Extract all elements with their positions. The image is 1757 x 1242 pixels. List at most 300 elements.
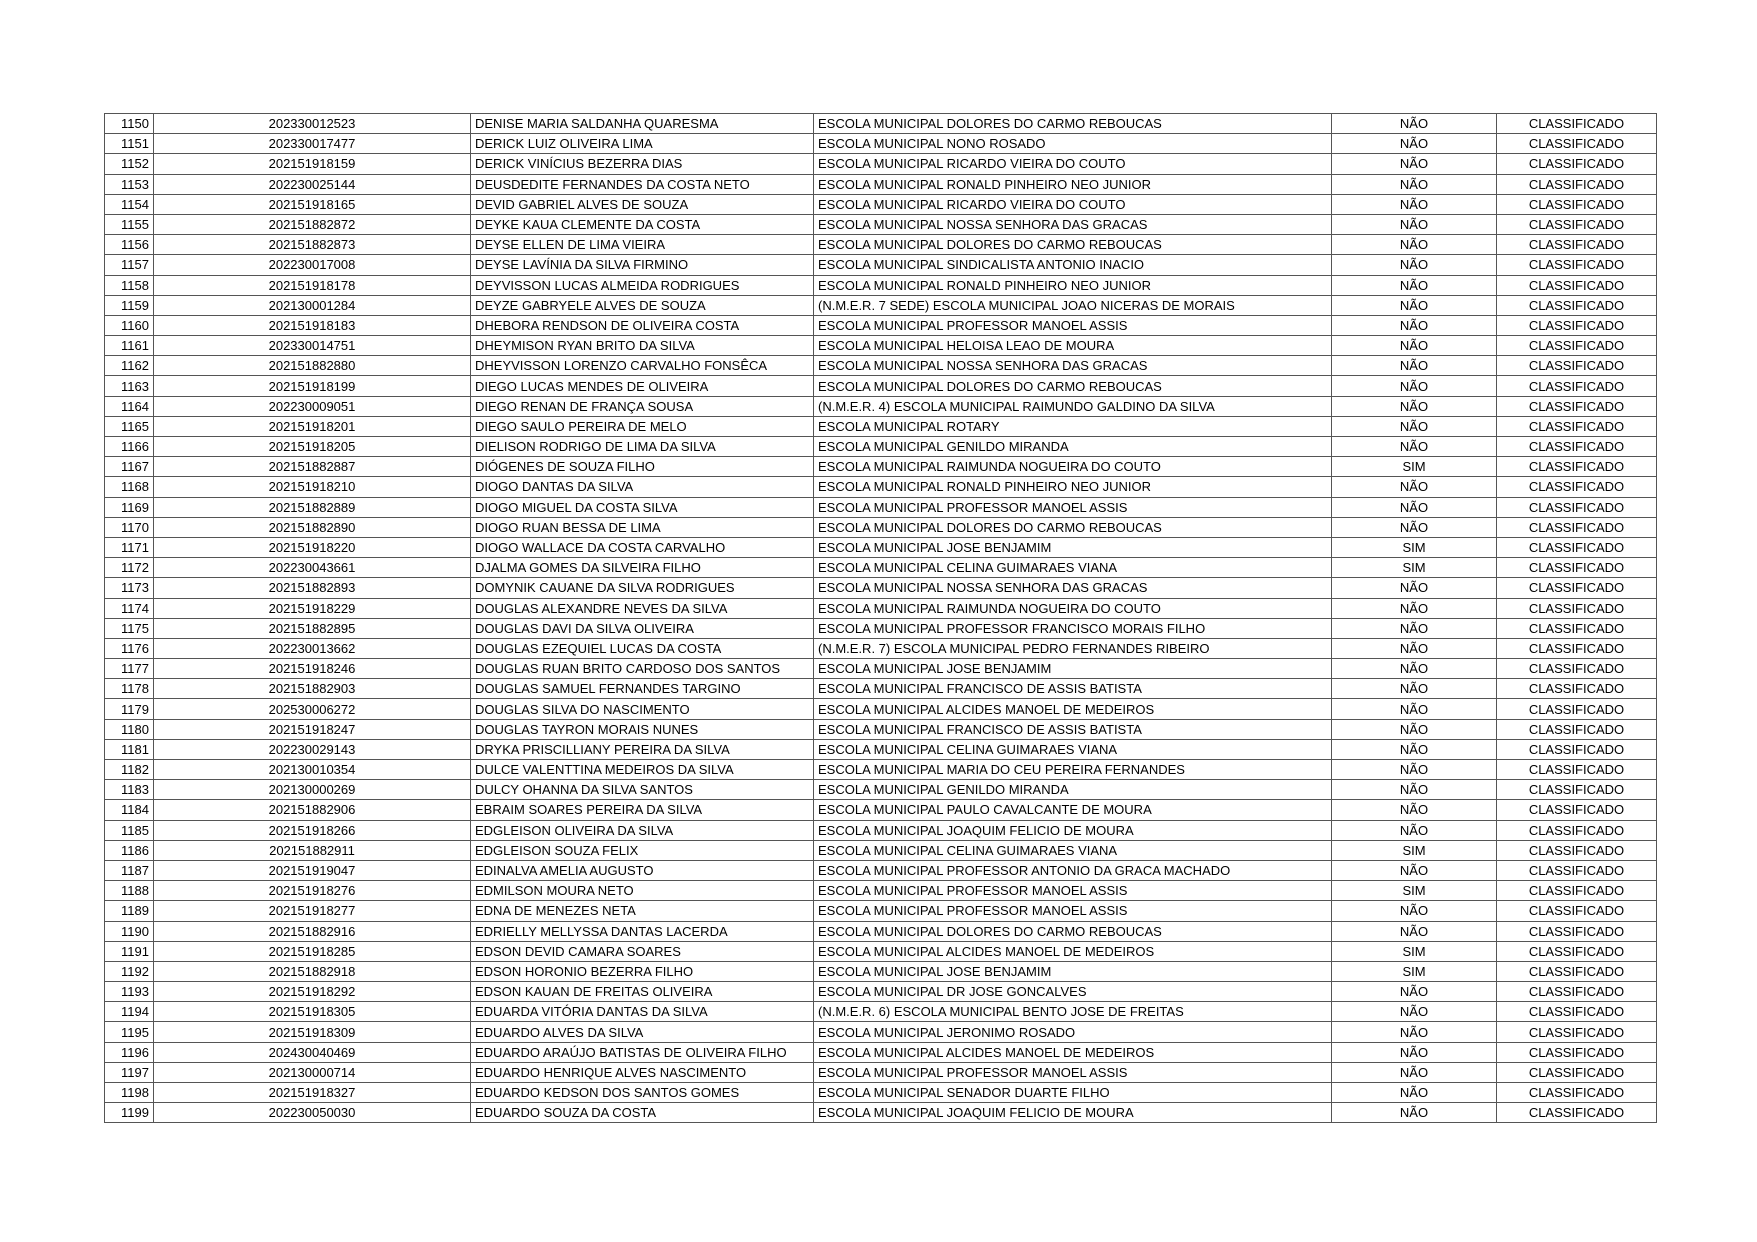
special-needs-flag: NÃO bbox=[1332, 578, 1497, 598]
school-name: ESCOLA MUNICIPAL SENADOR DUARTE FILHO bbox=[814, 1083, 1332, 1103]
school-name: ESCOLA MUNICIPAL JOAQUIM FELICIO DE MOURA bbox=[814, 820, 1332, 840]
student-name: DULCE VALENTTINA MEDEIROS DA SILVA bbox=[471, 760, 814, 780]
registration-code: 202151918178 bbox=[154, 275, 471, 295]
school-name: ESCOLA MUNICIPAL SINDICALISTA ANTONIO INACIO bbox=[814, 255, 1332, 275]
special-needs-flag: NÃO bbox=[1332, 699, 1497, 719]
registration-code: 202230043661 bbox=[154, 558, 471, 578]
school-name: ESCOLA MUNICIPAL GENILDO MIRANDA bbox=[814, 437, 1332, 457]
status-label: CLASSIFICADO bbox=[1497, 457, 1657, 477]
status-label: CLASSIFICADO bbox=[1497, 578, 1657, 598]
school-name: ESCOLA MUNICIPAL DOLORES DO CARMO REBOUCAS bbox=[814, 114, 1332, 134]
row-number: 1164 bbox=[105, 396, 154, 416]
table-row bbox=[105, 1042, 1657, 1062]
table-row bbox=[105, 638, 1657, 658]
row-number: 1187 bbox=[105, 860, 154, 880]
status-label: CLASSIFICADO bbox=[1497, 1083, 1657, 1103]
row-number: 1163 bbox=[105, 376, 154, 396]
student-name: DOUGLAS EZEQUIEL LUCAS DA COSTA bbox=[471, 638, 814, 658]
special-needs-flag: NÃO bbox=[1332, 780, 1497, 800]
school-name: ESCOLA MUNICIPAL JOSE BENJAMIM bbox=[814, 961, 1332, 981]
table-row bbox=[105, 558, 1657, 578]
student-name: DHEBORA RENDSON DE OLIVEIRA COSTA bbox=[471, 315, 814, 335]
student-name: EDRIELLY MELLYSSA DANTAS LACERDA bbox=[471, 921, 814, 941]
school-name: ESCOLA MUNICIPAL RONALD PINHEIRO NEO JUNIOR bbox=[814, 275, 1332, 295]
student-name: EDGLEISON SOUZA FELIX bbox=[471, 840, 814, 860]
row-number: 1161 bbox=[105, 336, 154, 356]
status-label: CLASSIFICADO bbox=[1497, 1022, 1657, 1042]
school-name: ESCOLA MUNICIPAL ALCIDES MANOEL DE MEDEIROS bbox=[814, 699, 1332, 719]
status-label: CLASSIFICADO bbox=[1497, 1062, 1657, 1082]
school-name: ESCOLA MUNICIPAL PROFESSOR FRANCISCO MORAIS FILHO bbox=[814, 618, 1332, 638]
special-needs-flag: NÃO bbox=[1332, 1062, 1497, 1082]
row-number: 1194 bbox=[105, 1002, 154, 1022]
status-label: CLASSIFICADO bbox=[1497, 497, 1657, 517]
row-number: 1180 bbox=[105, 719, 154, 739]
row-number: 1193 bbox=[105, 982, 154, 1002]
school-name: ESCOLA MUNICIPAL PROFESSOR MANOEL ASSIS bbox=[814, 497, 1332, 517]
special-needs-flag: NÃO bbox=[1332, 1103, 1497, 1123]
registration-code: 202151882887 bbox=[154, 457, 471, 477]
special-needs-flag: NÃO bbox=[1332, 275, 1497, 295]
row-number: 1198 bbox=[105, 1083, 154, 1103]
table-row bbox=[105, 739, 1657, 759]
table-row bbox=[105, 982, 1657, 1002]
table-row bbox=[105, 497, 1657, 517]
status-label: CLASSIFICADO bbox=[1497, 901, 1657, 921]
row-number: 1171 bbox=[105, 537, 154, 557]
registration-code: 202151882889 bbox=[154, 497, 471, 517]
registration-code: 202151918292 bbox=[154, 982, 471, 1002]
registration-code: 202330012523 bbox=[154, 114, 471, 134]
special-needs-flag: NÃO bbox=[1332, 356, 1497, 376]
row-number: 1173 bbox=[105, 578, 154, 598]
table-row bbox=[105, 699, 1657, 719]
student-name: DIEGO LUCAS MENDES DE OLIVEIRA bbox=[471, 376, 814, 396]
status-label: CLASSIFICADO bbox=[1497, 961, 1657, 981]
school-name: ESCOLA MUNICIPAL DR JOSE GONCALVES bbox=[814, 982, 1332, 1002]
student-name: DEUSDEDITE FERNANDES DA COSTA NETO bbox=[471, 174, 814, 194]
school-name: ESCOLA MUNICIPAL NOSSA SENHORA DAS GRACAS bbox=[814, 578, 1332, 598]
student-name: EDINALVA AMELIA AUGUSTO bbox=[471, 860, 814, 880]
school-name: ESCOLA MUNICIPAL JERONIMO ROSADO bbox=[814, 1022, 1332, 1042]
status-label: CLASSIFICADO bbox=[1497, 416, 1657, 436]
special-needs-flag: NÃO bbox=[1332, 396, 1497, 416]
row-number: 1160 bbox=[105, 315, 154, 335]
school-name: ESCOLA MUNICIPAL ALCIDES MANOEL DE MEDEIROS bbox=[814, 941, 1332, 961]
row-number: 1186 bbox=[105, 840, 154, 860]
registration-code: 202151882916 bbox=[154, 921, 471, 941]
special-needs-flag: NÃO bbox=[1332, 154, 1497, 174]
table-body bbox=[105, 114, 1657, 1123]
row-number: 1158 bbox=[105, 275, 154, 295]
school-name: ESCOLA MUNICIPAL PAULO CAVALCANTE DE MOURA bbox=[814, 800, 1332, 820]
registration-code: 202330017477 bbox=[154, 134, 471, 154]
status-label: CLASSIFICADO bbox=[1497, 679, 1657, 699]
student-name: DERICK LUIZ OLIVEIRA LIMA bbox=[471, 134, 814, 154]
special-needs-flag: NÃO bbox=[1332, 295, 1497, 315]
row-number: 1162 bbox=[105, 356, 154, 376]
registration-code: 202151918327 bbox=[154, 1083, 471, 1103]
row-number: 1197 bbox=[105, 1062, 154, 1082]
registration-code: 202151918159 bbox=[154, 154, 471, 174]
row-number: 1165 bbox=[105, 416, 154, 436]
registration-code: 202151918246 bbox=[154, 659, 471, 679]
row-number: 1199 bbox=[105, 1103, 154, 1123]
registration-code: 202230050030 bbox=[154, 1103, 471, 1123]
special-needs-flag: SIM bbox=[1332, 537, 1497, 557]
school-name: (N.M.E.R. 7) ESCOLA MUNICIPAL PEDRO FERNANDES RIBEIRO bbox=[814, 638, 1332, 658]
special-needs-flag: NÃO bbox=[1332, 497, 1497, 517]
registration-code: 202151882890 bbox=[154, 517, 471, 537]
status-label: CLASSIFICADO bbox=[1497, 396, 1657, 416]
table-row bbox=[105, 921, 1657, 941]
student-name: EDSON KAUAN DE FREITAS OLIVEIRA bbox=[471, 982, 814, 1002]
school-name: ESCOLA MUNICIPAL JOSE BENJAMIM bbox=[814, 537, 1332, 557]
row-number: 1169 bbox=[105, 497, 154, 517]
row-number: 1184 bbox=[105, 800, 154, 820]
status-label: CLASSIFICADO bbox=[1497, 275, 1657, 295]
status-label: CLASSIFICADO bbox=[1497, 235, 1657, 255]
status-label: CLASSIFICADO bbox=[1497, 820, 1657, 840]
row-number: 1188 bbox=[105, 881, 154, 901]
table-row bbox=[105, 901, 1657, 921]
special-needs-flag: NÃO bbox=[1332, 901, 1497, 921]
special-needs-flag: NÃO bbox=[1332, 820, 1497, 840]
student-name: EDUARDO ARAÚJO BATISTAS DE OLIVEIRA FILHO bbox=[471, 1042, 814, 1062]
school-name: ESCOLA MUNICIPAL GENILDO MIRANDA bbox=[814, 780, 1332, 800]
special-needs-flag: NÃO bbox=[1332, 194, 1497, 214]
special-needs-flag: NÃO bbox=[1332, 114, 1497, 134]
student-name: EDGLEISON OLIVEIRA DA SILVA bbox=[471, 820, 814, 840]
status-label: CLASSIFICADO bbox=[1497, 659, 1657, 679]
school-name: ESCOLA MUNICIPAL RAIMUNDA NOGUEIRA DO COUTO bbox=[814, 598, 1332, 618]
row-number: 1174 bbox=[105, 598, 154, 618]
registration-code: 202151882903 bbox=[154, 679, 471, 699]
special-needs-flag: NÃO bbox=[1332, 1042, 1497, 1062]
special-needs-flag: NÃO bbox=[1332, 1022, 1497, 1042]
school-name: ESCOLA MUNICIPAL PROFESSOR ANTONIO DA GRACA MACHADO bbox=[814, 860, 1332, 880]
special-needs-flag: NÃO bbox=[1332, 315, 1497, 335]
table-row bbox=[105, 800, 1657, 820]
table-row bbox=[105, 1022, 1657, 1042]
table-row bbox=[105, 275, 1657, 295]
row-number: 1189 bbox=[105, 901, 154, 921]
table-row bbox=[105, 477, 1657, 497]
table-row bbox=[105, 255, 1657, 275]
table-row bbox=[105, 941, 1657, 961]
student-name: DEYVISSON LUCAS ALMEIDA RODRIGUES bbox=[471, 275, 814, 295]
status-label: CLASSIFICADO bbox=[1497, 719, 1657, 739]
status-label: CLASSIFICADO bbox=[1497, 618, 1657, 638]
table-row bbox=[105, 396, 1657, 416]
registration-code: 202130000269 bbox=[154, 780, 471, 800]
registration-code: 202151882911 bbox=[154, 840, 471, 860]
special-needs-flag: SIM bbox=[1332, 941, 1497, 961]
special-needs-flag: NÃO bbox=[1332, 800, 1497, 820]
registration-code: 202230025144 bbox=[154, 174, 471, 194]
table-row bbox=[105, 376, 1657, 396]
special-needs-flag: SIM bbox=[1332, 558, 1497, 578]
table-row bbox=[105, 114, 1657, 134]
student-name: DOUGLAS RUAN BRITO CARDOSO DOS SANTOS bbox=[471, 659, 814, 679]
special-needs-flag: SIM bbox=[1332, 457, 1497, 477]
student-name: DIOGO DANTAS DA SILVA bbox=[471, 477, 814, 497]
table-row bbox=[105, 598, 1657, 618]
row-number: 1170 bbox=[105, 517, 154, 537]
status-label: CLASSIFICADO bbox=[1497, 840, 1657, 860]
student-name: DIOGO RUAN BESSA DE LIMA bbox=[471, 517, 814, 537]
status-label: CLASSIFICADO bbox=[1497, 739, 1657, 759]
status-label: CLASSIFICADO bbox=[1497, 537, 1657, 557]
student-name: EDUARDO HENRIQUE ALVES NASCIMENTO bbox=[471, 1062, 814, 1082]
student-name: EDSON DEVID CAMARA SOARES bbox=[471, 941, 814, 961]
student-name: DOUGLAS ALEXANDRE NEVES DA SILVA bbox=[471, 598, 814, 618]
table-row bbox=[105, 194, 1657, 214]
school-name: ESCOLA MUNICIPAL CELINA GUIMARAES VIANA bbox=[814, 739, 1332, 759]
student-name: DEYZE GABRYELE ALVES DE SOUZA bbox=[471, 295, 814, 315]
row-number: 1190 bbox=[105, 921, 154, 941]
special-needs-flag: NÃO bbox=[1332, 1083, 1497, 1103]
school-name: ESCOLA MUNICIPAL HELOISA LEAO DE MOURA bbox=[814, 336, 1332, 356]
student-name: DEVID GABRIEL ALVES DE SOUZA bbox=[471, 194, 814, 214]
special-needs-flag: NÃO bbox=[1332, 638, 1497, 658]
table-row bbox=[105, 760, 1657, 780]
registration-code: 202130010354 bbox=[154, 760, 471, 780]
school-name: ESCOLA MUNICIPAL NONO ROSADO bbox=[814, 134, 1332, 154]
student-name: DULCY OHANNA DA SILVA SANTOS bbox=[471, 780, 814, 800]
status-label: CLASSIFICADO bbox=[1497, 1103, 1657, 1123]
school-name: ESCOLA MUNICIPAL NOSSA SENHORA DAS GRACAS bbox=[814, 356, 1332, 376]
registration-code: 202230013662 bbox=[154, 638, 471, 658]
status-label: CLASSIFICADO bbox=[1497, 336, 1657, 356]
status-label: CLASSIFICADO bbox=[1497, 982, 1657, 1002]
status-label: CLASSIFICADO bbox=[1497, 295, 1657, 315]
status-label: CLASSIFICADO bbox=[1497, 760, 1657, 780]
status-label: CLASSIFICADO bbox=[1497, 780, 1657, 800]
school-name: ESCOLA MUNICIPAL RICARDO VIEIRA DO COUTO bbox=[814, 194, 1332, 214]
status-label: CLASSIFICADO bbox=[1497, 558, 1657, 578]
school-name: (N.M.E.R. 4) ESCOLA MUNICIPAL RAIMUNDO GALDINO DA SILVA bbox=[814, 396, 1332, 416]
status-label: CLASSIFICADO bbox=[1497, 598, 1657, 618]
table-row bbox=[105, 315, 1657, 335]
student-name: DHEYMISON RYAN BRITO DA SILVA bbox=[471, 336, 814, 356]
row-number: 1167 bbox=[105, 457, 154, 477]
row-number: 1175 bbox=[105, 618, 154, 638]
school-name: ESCOLA MUNICIPAL RONALD PINHEIRO NEO JUNIOR bbox=[814, 477, 1332, 497]
school-name: ESCOLA MUNICIPAL DOLORES DO CARMO REBOUCAS bbox=[814, 376, 1332, 396]
registration-code: 202430040469 bbox=[154, 1042, 471, 1062]
student-name: DIEGO SAULO PEREIRA DE MELO bbox=[471, 416, 814, 436]
row-number: 1196 bbox=[105, 1042, 154, 1062]
special-needs-flag: NÃO bbox=[1332, 376, 1497, 396]
student-name: DOMYNIK CAUANE DA SILVA RODRIGUES bbox=[471, 578, 814, 598]
school-name: ESCOLA MUNICIPAL RONALD PINHEIRO NEO JUNIOR bbox=[814, 174, 1332, 194]
student-name: DOUGLAS SILVA DO NASCIMENTO bbox=[471, 699, 814, 719]
school-name: ESCOLA MUNICIPAL RAIMUNDA NOGUEIRA DO COUTO bbox=[814, 457, 1332, 477]
status-label: CLASSIFICADO bbox=[1497, 194, 1657, 214]
registration-code: 202230009051 bbox=[154, 396, 471, 416]
special-needs-flag: NÃO bbox=[1332, 477, 1497, 497]
status-label: CLASSIFICADO bbox=[1497, 154, 1657, 174]
school-name: ESCOLA MUNICIPAL PROFESSOR MANOEL ASSIS bbox=[814, 901, 1332, 921]
special-needs-flag: NÃO bbox=[1332, 214, 1497, 234]
registration-code: 202151918205 bbox=[154, 437, 471, 457]
student-name: EDUARDO KEDSON DOS SANTOS GOMES bbox=[471, 1083, 814, 1103]
table-row bbox=[105, 295, 1657, 315]
table-row bbox=[105, 154, 1657, 174]
row-number: 1185 bbox=[105, 820, 154, 840]
table-row bbox=[105, 961, 1657, 981]
table-row bbox=[105, 860, 1657, 880]
registration-code: 202151882895 bbox=[154, 618, 471, 638]
registration-code: 202151918210 bbox=[154, 477, 471, 497]
row-number: 1176 bbox=[105, 638, 154, 658]
table-row bbox=[105, 780, 1657, 800]
student-name: DHEYVISSON LORENZO CARVALHO FONSÊCA bbox=[471, 356, 814, 376]
school-name: ESCOLA MUNICIPAL DOLORES DO CARMO REBOUCAS bbox=[814, 235, 1332, 255]
status-label: CLASSIFICADO bbox=[1497, 699, 1657, 719]
special-needs-flag: NÃO bbox=[1332, 517, 1497, 537]
table-row bbox=[105, 1002, 1657, 1022]
school-name: ESCOLA MUNICIPAL JOAQUIM FELICIO DE MOURA bbox=[814, 1103, 1332, 1123]
table-row bbox=[105, 336, 1657, 356]
school-name: (N.M.E.R. 6) ESCOLA MUNICIPAL BENTO JOSE DE FREITAS bbox=[814, 1002, 1332, 1022]
status-label: CLASSIFICADO bbox=[1497, 356, 1657, 376]
special-needs-flag: NÃO bbox=[1332, 174, 1497, 194]
special-needs-flag: SIM bbox=[1332, 881, 1497, 901]
special-needs-flag: NÃO bbox=[1332, 255, 1497, 275]
registration-code: 202151918165 bbox=[154, 194, 471, 214]
special-needs-flag: NÃO bbox=[1332, 739, 1497, 759]
table-row bbox=[105, 1103, 1657, 1123]
status-label: CLASSIFICADO bbox=[1497, 437, 1657, 457]
student-name: EDMILSON MOURA NETO bbox=[471, 881, 814, 901]
registration-code: 202151918309 bbox=[154, 1022, 471, 1042]
table-row bbox=[105, 1083, 1657, 1103]
registration-code: 202151882893 bbox=[154, 578, 471, 598]
special-needs-flag: NÃO bbox=[1332, 235, 1497, 255]
table-row bbox=[105, 1062, 1657, 1082]
row-number: 1155 bbox=[105, 214, 154, 234]
school-name: ESCOLA MUNICIPAL CELINA GUIMARAES VIANA bbox=[814, 558, 1332, 578]
registration-code: 202130000714 bbox=[154, 1062, 471, 1082]
table-row bbox=[105, 820, 1657, 840]
special-needs-flag: NÃO bbox=[1332, 659, 1497, 679]
row-number: 1195 bbox=[105, 1022, 154, 1042]
student-name: DRYKA PRISCILLIANY PEREIRA DA SILVA bbox=[471, 739, 814, 759]
special-needs-flag: NÃO bbox=[1332, 921, 1497, 941]
school-name: ESCOLA MUNICIPAL CELINA GUIMARAES VIANA bbox=[814, 840, 1332, 860]
status-label: CLASSIFICADO bbox=[1497, 881, 1657, 901]
table-row bbox=[105, 840, 1657, 860]
special-needs-flag: NÃO bbox=[1332, 679, 1497, 699]
school-name: ESCOLA MUNICIPAL PROFESSOR MANOEL ASSIS bbox=[814, 315, 1332, 335]
row-number: 1181 bbox=[105, 739, 154, 759]
table-row bbox=[105, 174, 1657, 194]
special-needs-flag: NÃO bbox=[1332, 437, 1497, 457]
table-row bbox=[105, 618, 1657, 638]
school-name: ESCOLA MUNICIPAL NOSSA SENHORA DAS GRACAS bbox=[814, 214, 1332, 234]
special-needs-flag: NÃO bbox=[1332, 134, 1497, 154]
student-name: DEYSE ELLEN DE LIMA VIEIRA bbox=[471, 235, 814, 255]
student-name: EBRAIM SOARES PEREIRA DA SILVA bbox=[471, 800, 814, 820]
student-name: DOUGLAS SAMUEL FERNANDES TARGINO bbox=[471, 679, 814, 699]
row-number: 1154 bbox=[105, 194, 154, 214]
status-label: CLASSIFICADO bbox=[1497, 315, 1657, 335]
table-row bbox=[105, 214, 1657, 234]
status-label: CLASSIFICADO bbox=[1497, 921, 1657, 941]
row-number: 1166 bbox=[105, 437, 154, 457]
table-row bbox=[105, 659, 1657, 679]
table-row bbox=[105, 457, 1657, 477]
school-name: ESCOLA MUNICIPAL JOSE BENJAMIM bbox=[814, 659, 1332, 679]
registration-code: 202151882880 bbox=[154, 356, 471, 376]
special-needs-flag: NÃO bbox=[1332, 416, 1497, 436]
registration-code: 202151918220 bbox=[154, 537, 471, 557]
row-number: 1177 bbox=[105, 659, 154, 679]
status-label: CLASSIFICADO bbox=[1497, 214, 1657, 234]
student-name: DIOGO WALLACE DA COSTA CARVALHO bbox=[471, 537, 814, 557]
classification-table bbox=[104, 113, 1657, 1123]
registration-code: 202151918247 bbox=[154, 719, 471, 739]
special-needs-flag: NÃO bbox=[1332, 618, 1497, 638]
school-name: ESCOLA MUNICIPAL PROFESSOR MANOEL ASSIS bbox=[814, 881, 1332, 901]
row-number: 1152 bbox=[105, 154, 154, 174]
table-row bbox=[105, 134, 1657, 154]
table-row bbox=[105, 537, 1657, 557]
school-name: ESCOLA MUNICIPAL FRANCISCO DE ASSIS BATISTA bbox=[814, 719, 1332, 739]
registration-code: 202151918266 bbox=[154, 820, 471, 840]
table-row bbox=[105, 679, 1657, 699]
status-label: CLASSIFICADO bbox=[1497, 114, 1657, 134]
school-name: ESCOLA MUNICIPAL DOLORES DO CARMO REBOUCAS bbox=[814, 921, 1332, 941]
school-name: ESCOLA MUNICIPAL PROFESSOR MANOEL ASSIS bbox=[814, 1062, 1332, 1082]
status-label: CLASSIFICADO bbox=[1497, 638, 1657, 658]
student-name: DEYKE KAUA CLEMENTE DA COSTA bbox=[471, 214, 814, 234]
registration-code: 202151918285 bbox=[154, 941, 471, 961]
status-label: CLASSIFICADO bbox=[1497, 1002, 1657, 1022]
row-number: 1153 bbox=[105, 174, 154, 194]
school-name: (N.M.E.R. 7 SEDE) ESCOLA MUNICIPAL JOAO NICERAS DE MORAIS bbox=[814, 295, 1332, 315]
student-name: DIEGO RENAN DE FRANÇA SOUSA bbox=[471, 396, 814, 416]
school-name: ESCOLA MUNICIPAL FRANCISCO DE ASSIS BATISTA bbox=[814, 679, 1332, 699]
table-row bbox=[105, 437, 1657, 457]
student-name: DENISE MARIA SALDANHA QUARESMA bbox=[471, 114, 814, 134]
student-name: EDUARDO ALVES DA SILVA bbox=[471, 1022, 814, 1042]
row-number: 1151 bbox=[105, 134, 154, 154]
registration-code: 202151882873 bbox=[154, 235, 471, 255]
special-needs-flag: NÃO bbox=[1332, 598, 1497, 618]
registration-code: 202230029143 bbox=[154, 739, 471, 759]
status-label: CLASSIFICADO bbox=[1497, 134, 1657, 154]
status-label: CLASSIFICADO bbox=[1497, 800, 1657, 820]
registration-code: 202151918305 bbox=[154, 1002, 471, 1022]
school-name: ESCOLA MUNICIPAL DOLORES DO CARMO REBOUCAS bbox=[814, 517, 1332, 537]
table-row bbox=[105, 356, 1657, 376]
student-name: DIELISON RODRIGO DE LIMA DA SILVA bbox=[471, 437, 814, 457]
registration-code: 202151882918 bbox=[154, 961, 471, 981]
registration-code: 202151918183 bbox=[154, 315, 471, 335]
registration-code: 202530006272 bbox=[154, 699, 471, 719]
row-number: 1168 bbox=[105, 477, 154, 497]
row-number: 1183 bbox=[105, 780, 154, 800]
school-name: ESCOLA MUNICIPAL ROTARY bbox=[814, 416, 1332, 436]
status-label: CLASSIFICADO bbox=[1497, 517, 1657, 537]
row-number: 1178 bbox=[105, 679, 154, 699]
registration-code: 202230017008 bbox=[154, 255, 471, 275]
status-label: CLASSIFICADO bbox=[1497, 860, 1657, 880]
table-row bbox=[105, 416, 1657, 436]
